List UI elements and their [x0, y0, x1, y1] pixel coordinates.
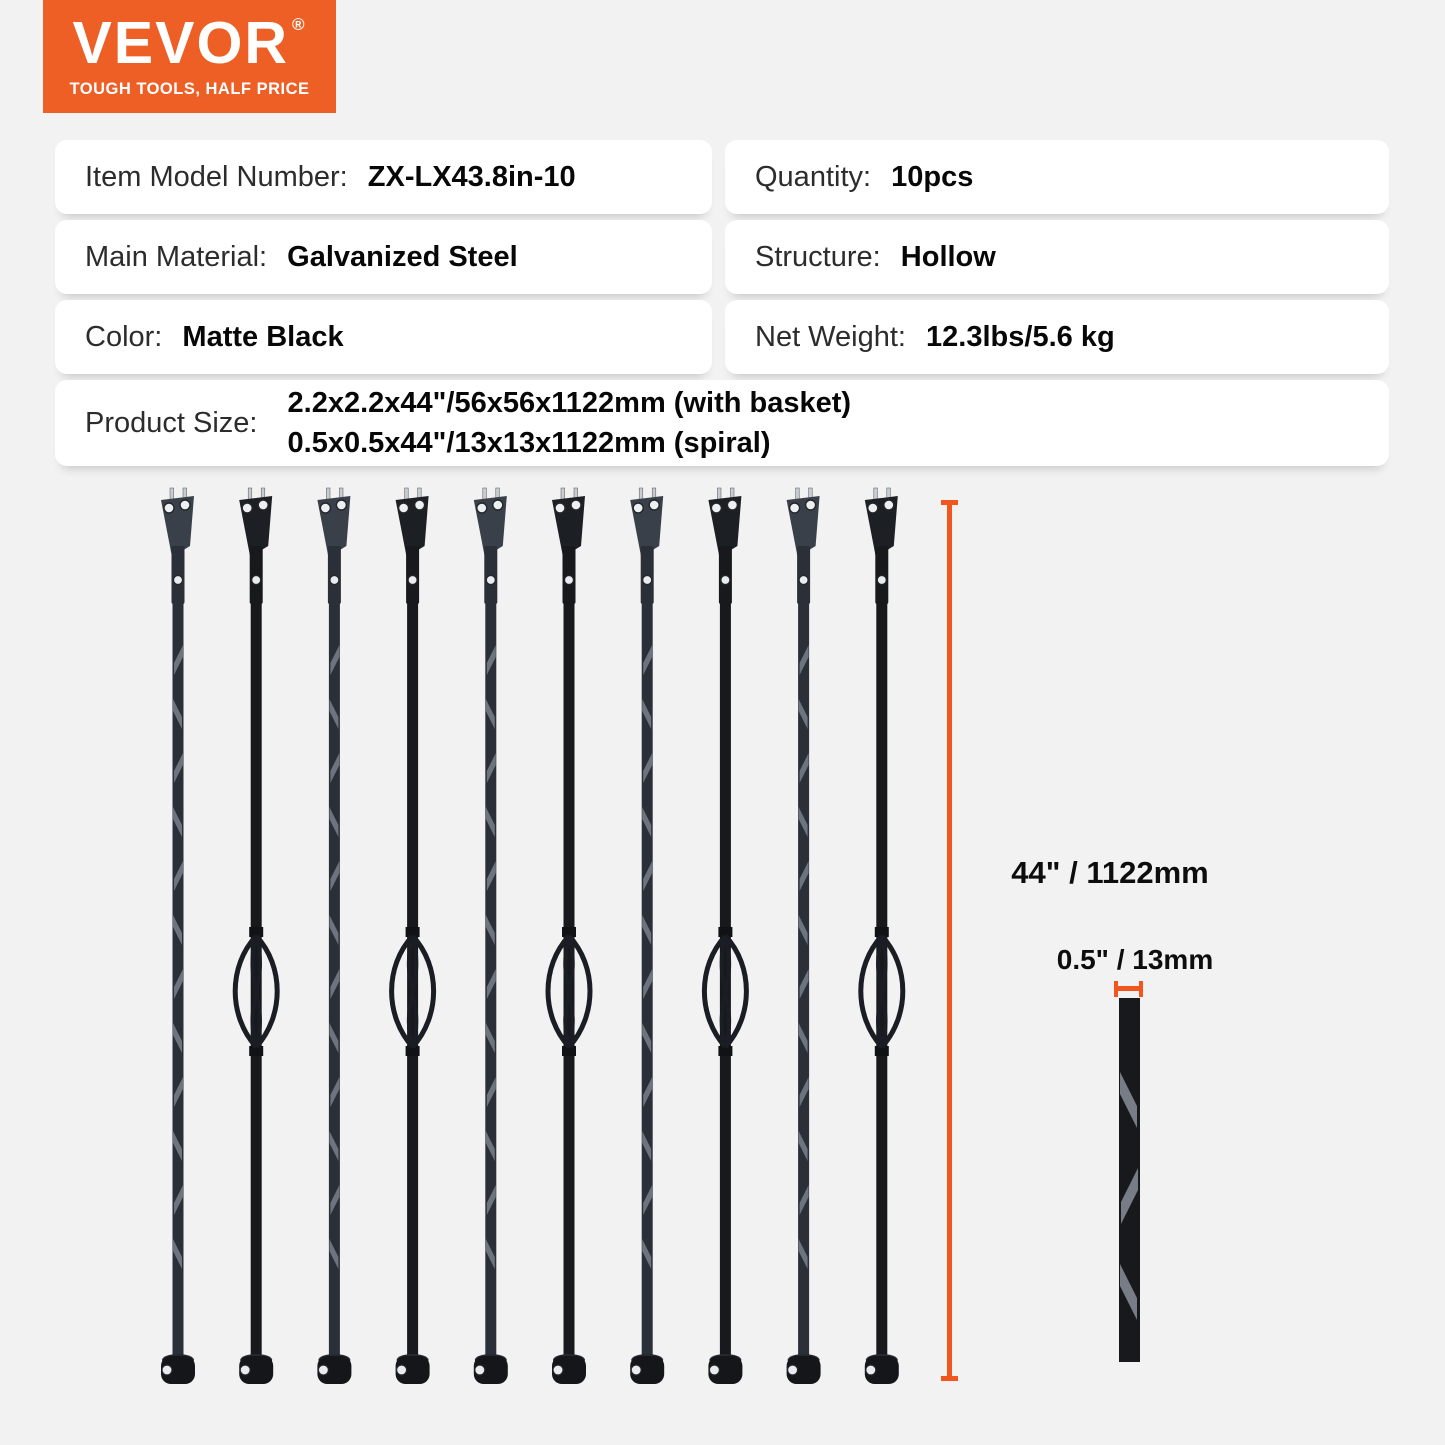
- baluster-spiral-9: [787, 488, 821, 1384]
- basket-collar: [875, 1046, 889, 1056]
- bracket-screw-icon: [571, 500, 581, 510]
- joint-screw-icon: [174, 576, 183, 585]
- joint-screw-icon: [252, 576, 261, 585]
- basket-collar: [562, 1046, 576, 1056]
- basket-collar: [718, 1046, 732, 1056]
- width-dimension-label: 0.5" / 13mm: [1056, 944, 1214, 975]
- spec-label: Structure:: [755, 240, 889, 273]
- bracket-screw-icon: [884, 500, 894, 510]
- brand-tagline: TOUGH TOOLS, HALF PRICE: [69, 80, 310, 98]
- shoe-screw-icon: [318, 1365, 328, 1375]
- basket-collar: [406, 927, 420, 937]
- joint-screw-icon: [799, 576, 808, 585]
- joint-screw-icon: [565, 576, 574, 585]
- spec-label: Item Model Number:: [85, 160, 356, 193]
- bracket-screw-icon: [868, 503, 878, 513]
- basket-collar: [875, 927, 889, 937]
- basket-collar: [406, 1046, 420, 1056]
- spec-value: Galvanized Steel: [287, 240, 518, 273]
- height-dimension-label: 44" / 1122mm: [1011, 855, 1209, 890]
- bracket-screw-icon: [649, 500, 659, 510]
- joint-screw-icon: [486, 576, 495, 585]
- shoe-screw-icon: [475, 1365, 485, 1375]
- bracket-screw-icon: [242, 503, 252, 513]
- shoe-screw-icon: [709, 1365, 719, 1375]
- joint-screw-icon: [721, 576, 730, 585]
- baluster-basket-10: [861, 488, 903, 1384]
- bracket-screw-icon: [180, 500, 190, 510]
- bracket-screw-icon: [399, 503, 409, 513]
- shoe-screw-icon: [553, 1365, 563, 1375]
- brand-name: VEVOR: [72, 10, 290, 76]
- baluster-spiral-1: [161, 488, 195, 1384]
- registered-trademark-icon: ®: [292, 15, 307, 34]
- width-dimension-marker: [1114, 981, 1143, 997]
- shoe-screw-icon: [866, 1365, 876, 1375]
- basket-collar: [249, 1046, 263, 1056]
- baluster-spiral-5: [474, 488, 508, 1384]
- baluster-basket-2: [235, 488, 277, 1384]
- spec-label: Quantity:: [755, 160, 880, 193]
- spec-value: Hollow: [900, 240, 996, 273]
- bracket-screw-icon: [477, 503, 487, 513]
- bracket-screw-icon: [555, 503, 565, 513]
- height-dimension-line: [941, 500, 958, 1381]
- joint-screw-icon: [877, 576, 886, 585]
- basket-collar: [562, 927, 576, 937]
- spec-label: Color:: [85, 320, 171, 353]
- joint-screw-icon: [330, 576, 339, 585]
- joint-screw-icon: [408, 576, 417, 585]
- basket-collar: [718, 927, 732, 937]
- shoe-screw-icon: [788, 1365, 798, 1375]
- spec-value: Matte Black: [182, 320, 344, 353]
- shoe-screw-icon: [397, 1365, 407, 1375]
- bracket-screw-icon: [790, 503, 800, 513]
- product-size-line1: 2.2x2.2x44"/56x56x1122mm (with basket): [287, 387, 852, 419]
- spec-label: Net Weight:: [755, 320, 915, 353]
- bracket-screw-icon: [493, 500, 503, 510]
- bracket-screw-icon: [336, 500, 346, 510]
- bracket-screw-icon: [164, 503, 174, 513]
- shoe-screw-icon: [162, 1365, 172, 1375]
- joint-screw-icon: [643, 576, 652, 585]
- baluster-spiral-3: [317, 488, 351, 1384]
- shoe-screw-icon: [631, 1365, 641, 1375]
- bracket-screw-icon: [806, 500, 816, 510]
- bracket-screw-icon: [633, 503, 643, 513]
- baluster-spiral-7: [630, 488, 664, 1384]
- spec-value: 12.3lbs/5.6 kg: [926, 320, 1115, 353]
- bracket-screw-icon: [711, 503, 721, 513]
- bracket-screw-icon: [258, 500, 268, 510]
- spec-value: ZX-LX43.8in-10: [367, 160, 576, 193]
- spec-label: Product Size:: [85, 406, 266, 439]
- baluster-basket-6: [548, 488, 590, 1384]
- bracket-screw-icon: [727, 500, 737, 510]
- shoe-screw-icon: [240, 1365, 250, 1375]
- baluster-basket-4: [392, 488, 434, 1384]
- bracket-screw-icon: [320, 503, 330, 513]
- spec-value: 10pcs: [891, 160, 974, 193]
- baluster-closeup: [1119, 998, 1140, 1362]
- basket-collar: [249, 927, 263, 937]
- spec-label: Main Material:: [85, 240, 276, 273]
- baluster-basket-8: [704, 488, 746, 1384]
- bracket-screw-icon: [415, 500, 425, 510]
- product-size-line2: 0.5x0.5x44"/13x13x1122mm (spiral): [287, 427, 771, 459]
